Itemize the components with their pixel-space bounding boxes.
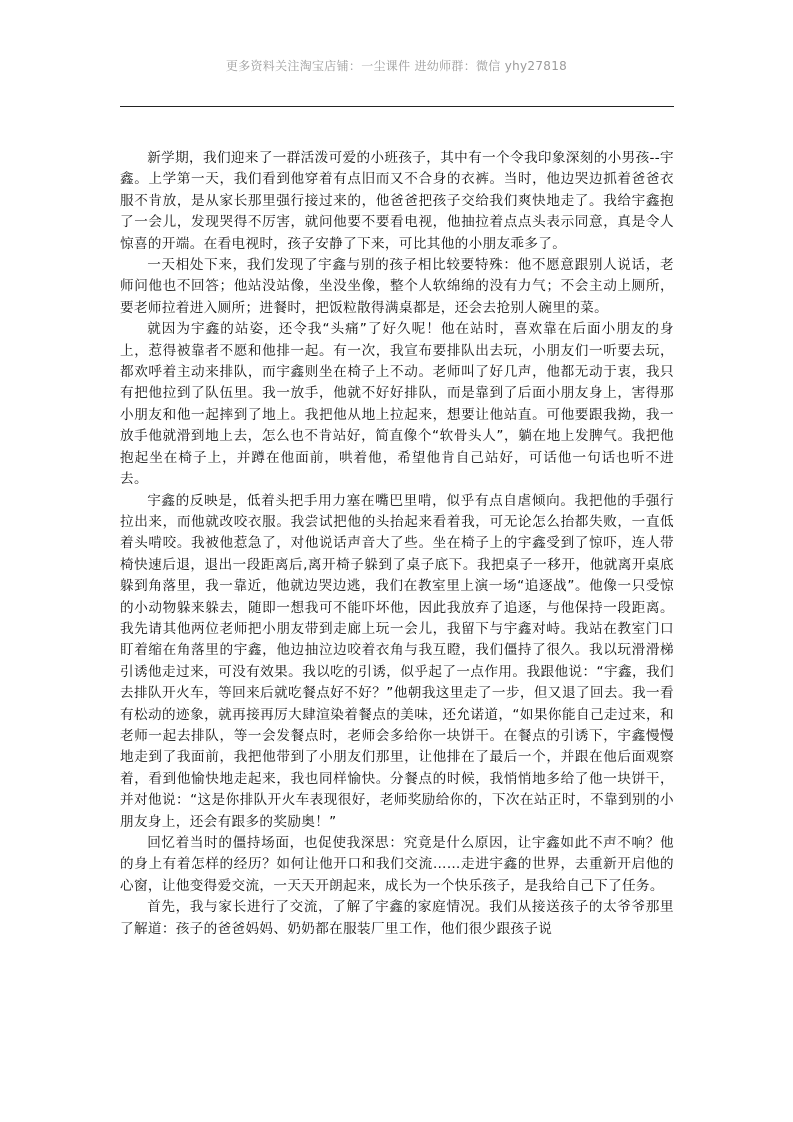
paragraph-1: 新学期，我们迎来了一群活泼可爱的小班孩子，其中有一个令我印象深刻的小男孩--宇鑫。上学第一天，我们看到他穿着有点旧而又不合身的衣裤。当时，他边哭边抓着爸爸衣服不肯放，是从家长那里强行接过来的，他爸爸把孩子交给我们爽快地走了。我给宇鑫抱了一会儿，发现哭得不厉害，就问他要不要看电视，他抽拉着点点头表示同意，真是令人惊喜的开端。在看电视时，孩子安静了下来，可比其他的小朋友乖多了。 [120, 150, 674, 252]
paragraph-4: 宇鑫的反映是，低着头把手用力塞在嘴巴里啃，似乎有点自虐倾向。我把他的手强行拉出来，而他就改咬衣服。我尝试把他的头抬起来看着我，可无论怎么抬都失败，一直低着头啃咬。我被他惹急了，对他说话声音大了些。坐在椅子上的宇鑫受到了惊吓，连人带椅快速后退，退出一段距离后,离开椅子躲到了桌子底下。我把桌子一移开，他就离开桌底躲到角落里，我一靠近，他就边哭边逃，我们在教室里上演一场“追逐战”。他像一只受惊的小动物躲来躲去，随即一想我可不能吓坏他，因此我放弃了追逐，与他保持一段距离。我先请其他两位老师把小朋友带到走廊上玩一会儿，我留下与宇鑫对峙。我站在教室门口盯着缩在角落里的宇鑫，他边抽泣边咬着衣角与我互瞪，我们僵持了很久。我以玩滑滑梯引诱他走过来，可没有效果。我以吃的引诱，似乎起了一点作用。我跟他说：“宇鑫，我们去排队开火车，等回来后就吃餐点好不好？”他朝我这里走了一步，但又退了回去。我一看有松动的迹象，就再接再厉大肆渲染着餐点的美味，还允诺道，“如果你能自己走过来，和老师一起去排队，等一会发餐点时，老师会多给你一块饼干。在餐点的引诱下，宇鑫慢慢地走到了我面前，我把他带到了小朋友们那里，让他排在了最后一个，并跟在他后面观察着，看到他愉快地走起来，我也同样愉快。分餐点的时候，我悄悄地多给了他一块饼干，并对他说：“这是你排队开火车表现很好，老师奖励给你的，下次在站正时，不靠到别的小朋友身上，还会有跟多的奖励奥！” [120, 492, 674, 830]
paragraph-6: 首先，我与家长进行了交流，了解了宇鑫的家庭情况。我们从接送孩子的太爷爷那里了解道：孩子的爸爸妈妈、奶奶都在服装厂里工作，他们很少跟孩子说 [120, 899, 674, 937]
article-body [120, 148, 674, 940]
header-note: 更多资料关注淘宝店铺：一尘课件 进幼师群：微信 yhy27818 [225, 59, 568, 73]
paragraph-2: 一天相处下来，我们发现了宇鑫与别的孩子相比较要特殊：他不愿意跟别人说话，老师问他也不回答；他站没站像，坐没坐像，整个人软绵绵的没有力气；不会主动上厕所，要老师拉着进入厕所；进餐时，把饭粒散得满桌都是，还会去抢别人碗里的菜。 [120, 257, 674, 316]
header-rule [120, 106, 674, 107]
paragraph-3: 就因为宇鑫的站姿，还令我“头痛”了好久呢！他在站时，喜欢靠在后面小朋友的身上，惹得被靠者不愿和他排一起。有一次，我宣布要排队出去玩，小朋友们一听要去玩，都欢呼着主动来排队，而宇鑫则坐在椅子上不动。老师叫了好几声，他都无动于衷，我只有把他拉到了队伍里。我一放手，他就不好好排队，而是靠到了后面小朋友身上，害得那小朋友和他一起摔到了地上。我把他从地上拉起来，想要让他站直。可他要跟我拗，我一放手他就滑到地上去，怎么也不肯站好，简直像个“软骨头人”，躺在地上发脾气。我把他抱起坐在椅子上，并蹲在他面前，哄着他，希望他肯自己站好，可话他一句话也听不进去。 [120, 321, 674, 488]
paragraph-5: 回忆着当时的僵持场面，也促使我深思：究竟是什么原因，让宇鑫如此不声不响？他的身上有着怎样的经历？如何让他开口和我们交流……走进宇鑫的世界，去重新开启他的心窗，让他变得爱交流，一天天开朗起来，成长为一个快乐孩子，是我给自己下了任务。 [120, 835, 674, 894]
